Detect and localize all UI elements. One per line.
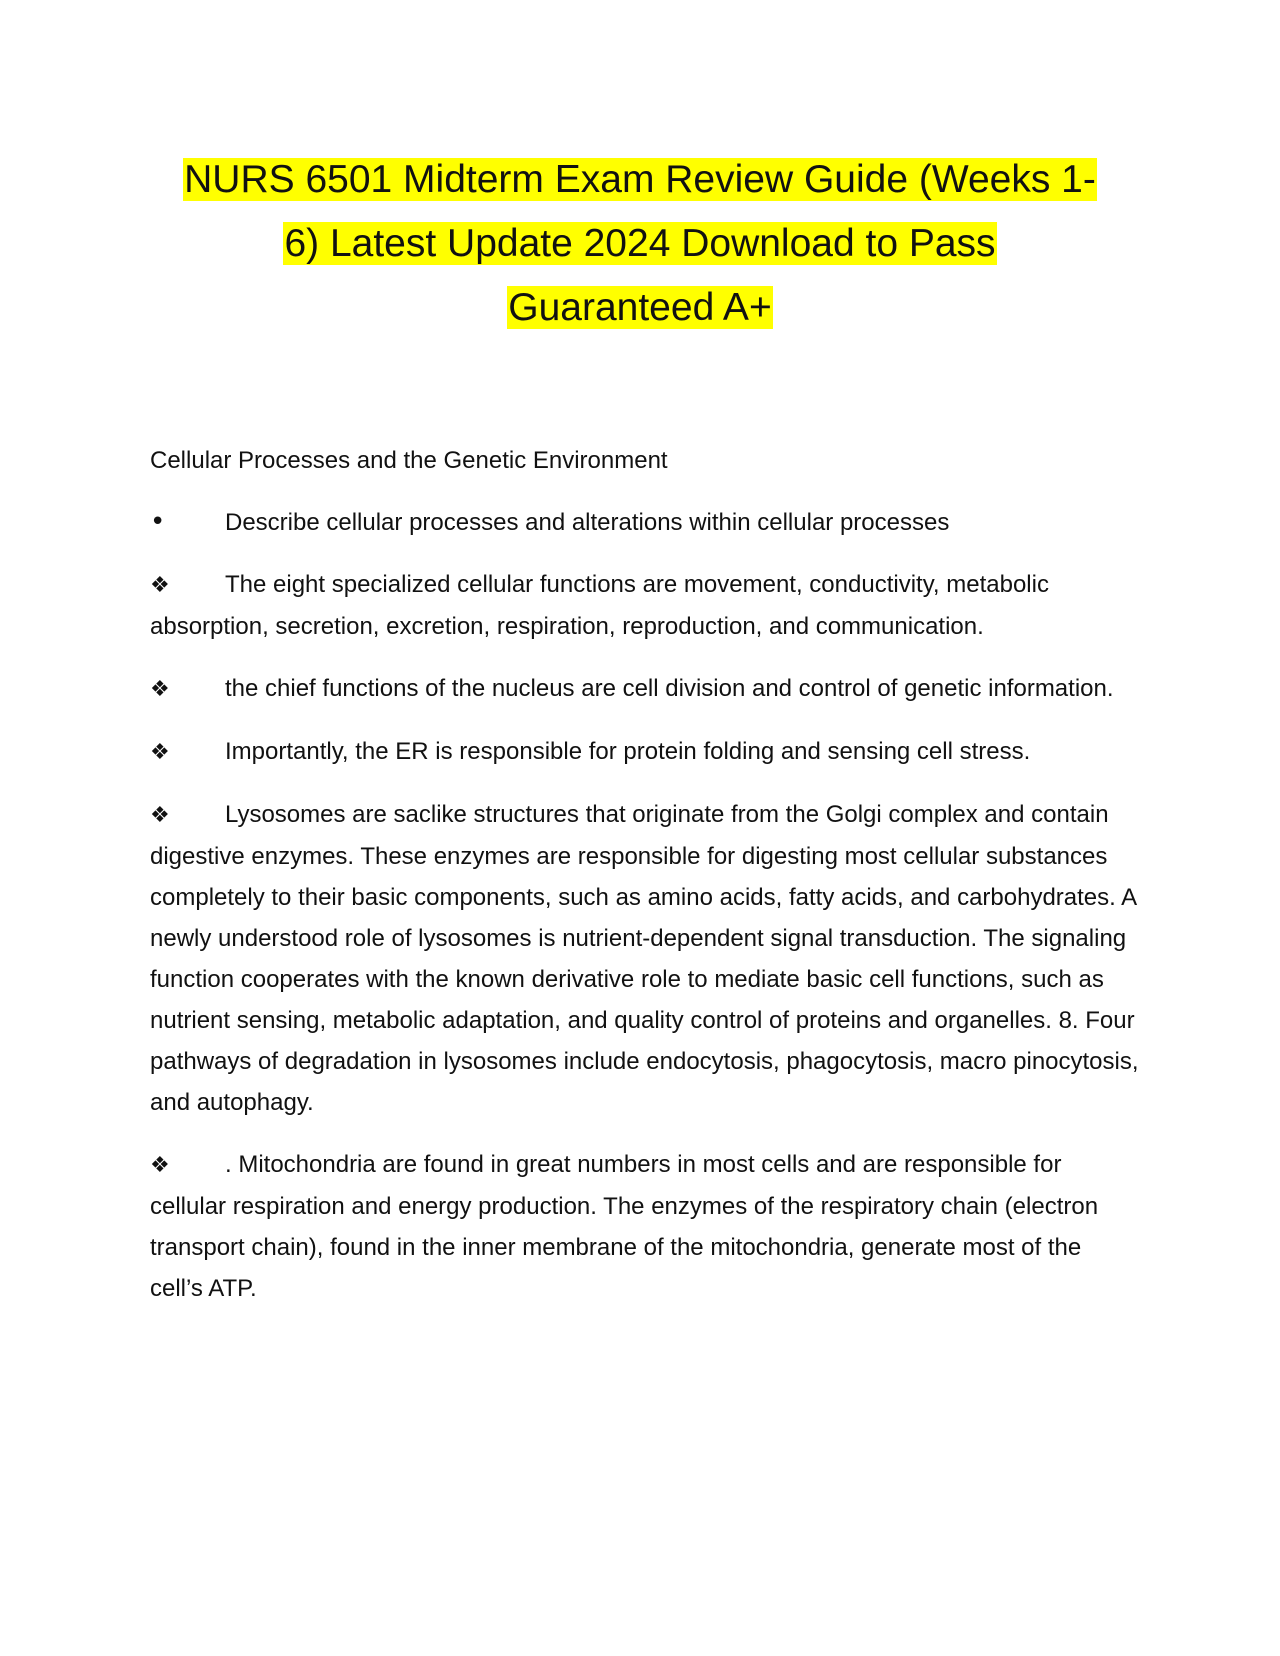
diamond-bullet-icon: ❖ (150, 1153, 170, 1178)
list-item (150, 1144, 1140, 1309)
section-heading: Cellular Processes and the Genetic Environment (150, 447, 668, 474)
list-item (150, 502, 1140, 543)
list-item (150, 794, 1140, 1123)
list-item-text: Lysosomes are saclike structures that originate from the Golgi complex and contain digestive enzymes. These enzymes are responsible for digesting most cellular substances completely to their basic components, such as amino acids, fatty acids, and carbohydrates. A newly understood role of lysosomes is nutrient-dependent signal transduction. The signaling function cooperates with the known derivative role to mediate basic cell functions, such as nutrient sensing, metabolic adaptation, and quality control of proteins and organelles. 8. Four pathways of degradation in lysosomes include endocytosis, phagocytosis, macro pinocytosis, and autophagy. (150, 801, 1139, 1116)
title-line-1: NURS 6501 Midterm Exam Review Guide (Weeks 1- (184, 158, 1096, 201)
list-item-text: the chief functions of the nucleus are cell division and control of genetic information. (225, 675, 1114, 702)
list-item-text: . Mitochondria are found in great numbers in most cells and are responsible for cellular respiration and energy production. The enzymes of the respiratory chain (electron transport chain), found in the inner membrane of the mitochondria, generate most of the cell’s ATP. (150, 1151, 1099, 1302)
list-item-text: Importantly, the ER is responsible for protein folding and sensing cell stress. (225, 738, 1031, 765)
diamond-bullet-icon: ❖ (150, 740, 170, 765)
list-item-text: Describe cellular processes and alterations within cellular processes (225, 509, 950, 536)
title-line-2: 6) Latest Update 2024 Download to Pass (284, 222, 996, 265)
diamond-bullet-icon: ❖ (150, 803, 170, 828)
list-item (150, 668, 1140, 710)
list-item (150, 564, 1140, 647)
diamond-bullet-icon: ❖ (150, 573, 170, 598)
document-title (150, 148, 1130, 340)
bullet-icon: • (150, 507, 166, 537)
list-item (150, 731, 1140, 773)
document-body (150, 440, 1140, 1330)
title-line-3: Guaranteed A+ (508, 286, 772, 329)
list-item-text: The eight specialized cellular functions are movement, conductivity, metabolic absorption, secretion, excretion, respiration, reproduction, and communication. (150, 571, 1049, 640)
diamond-bullet-icon: ❖ (150, 677, 170, 702)
